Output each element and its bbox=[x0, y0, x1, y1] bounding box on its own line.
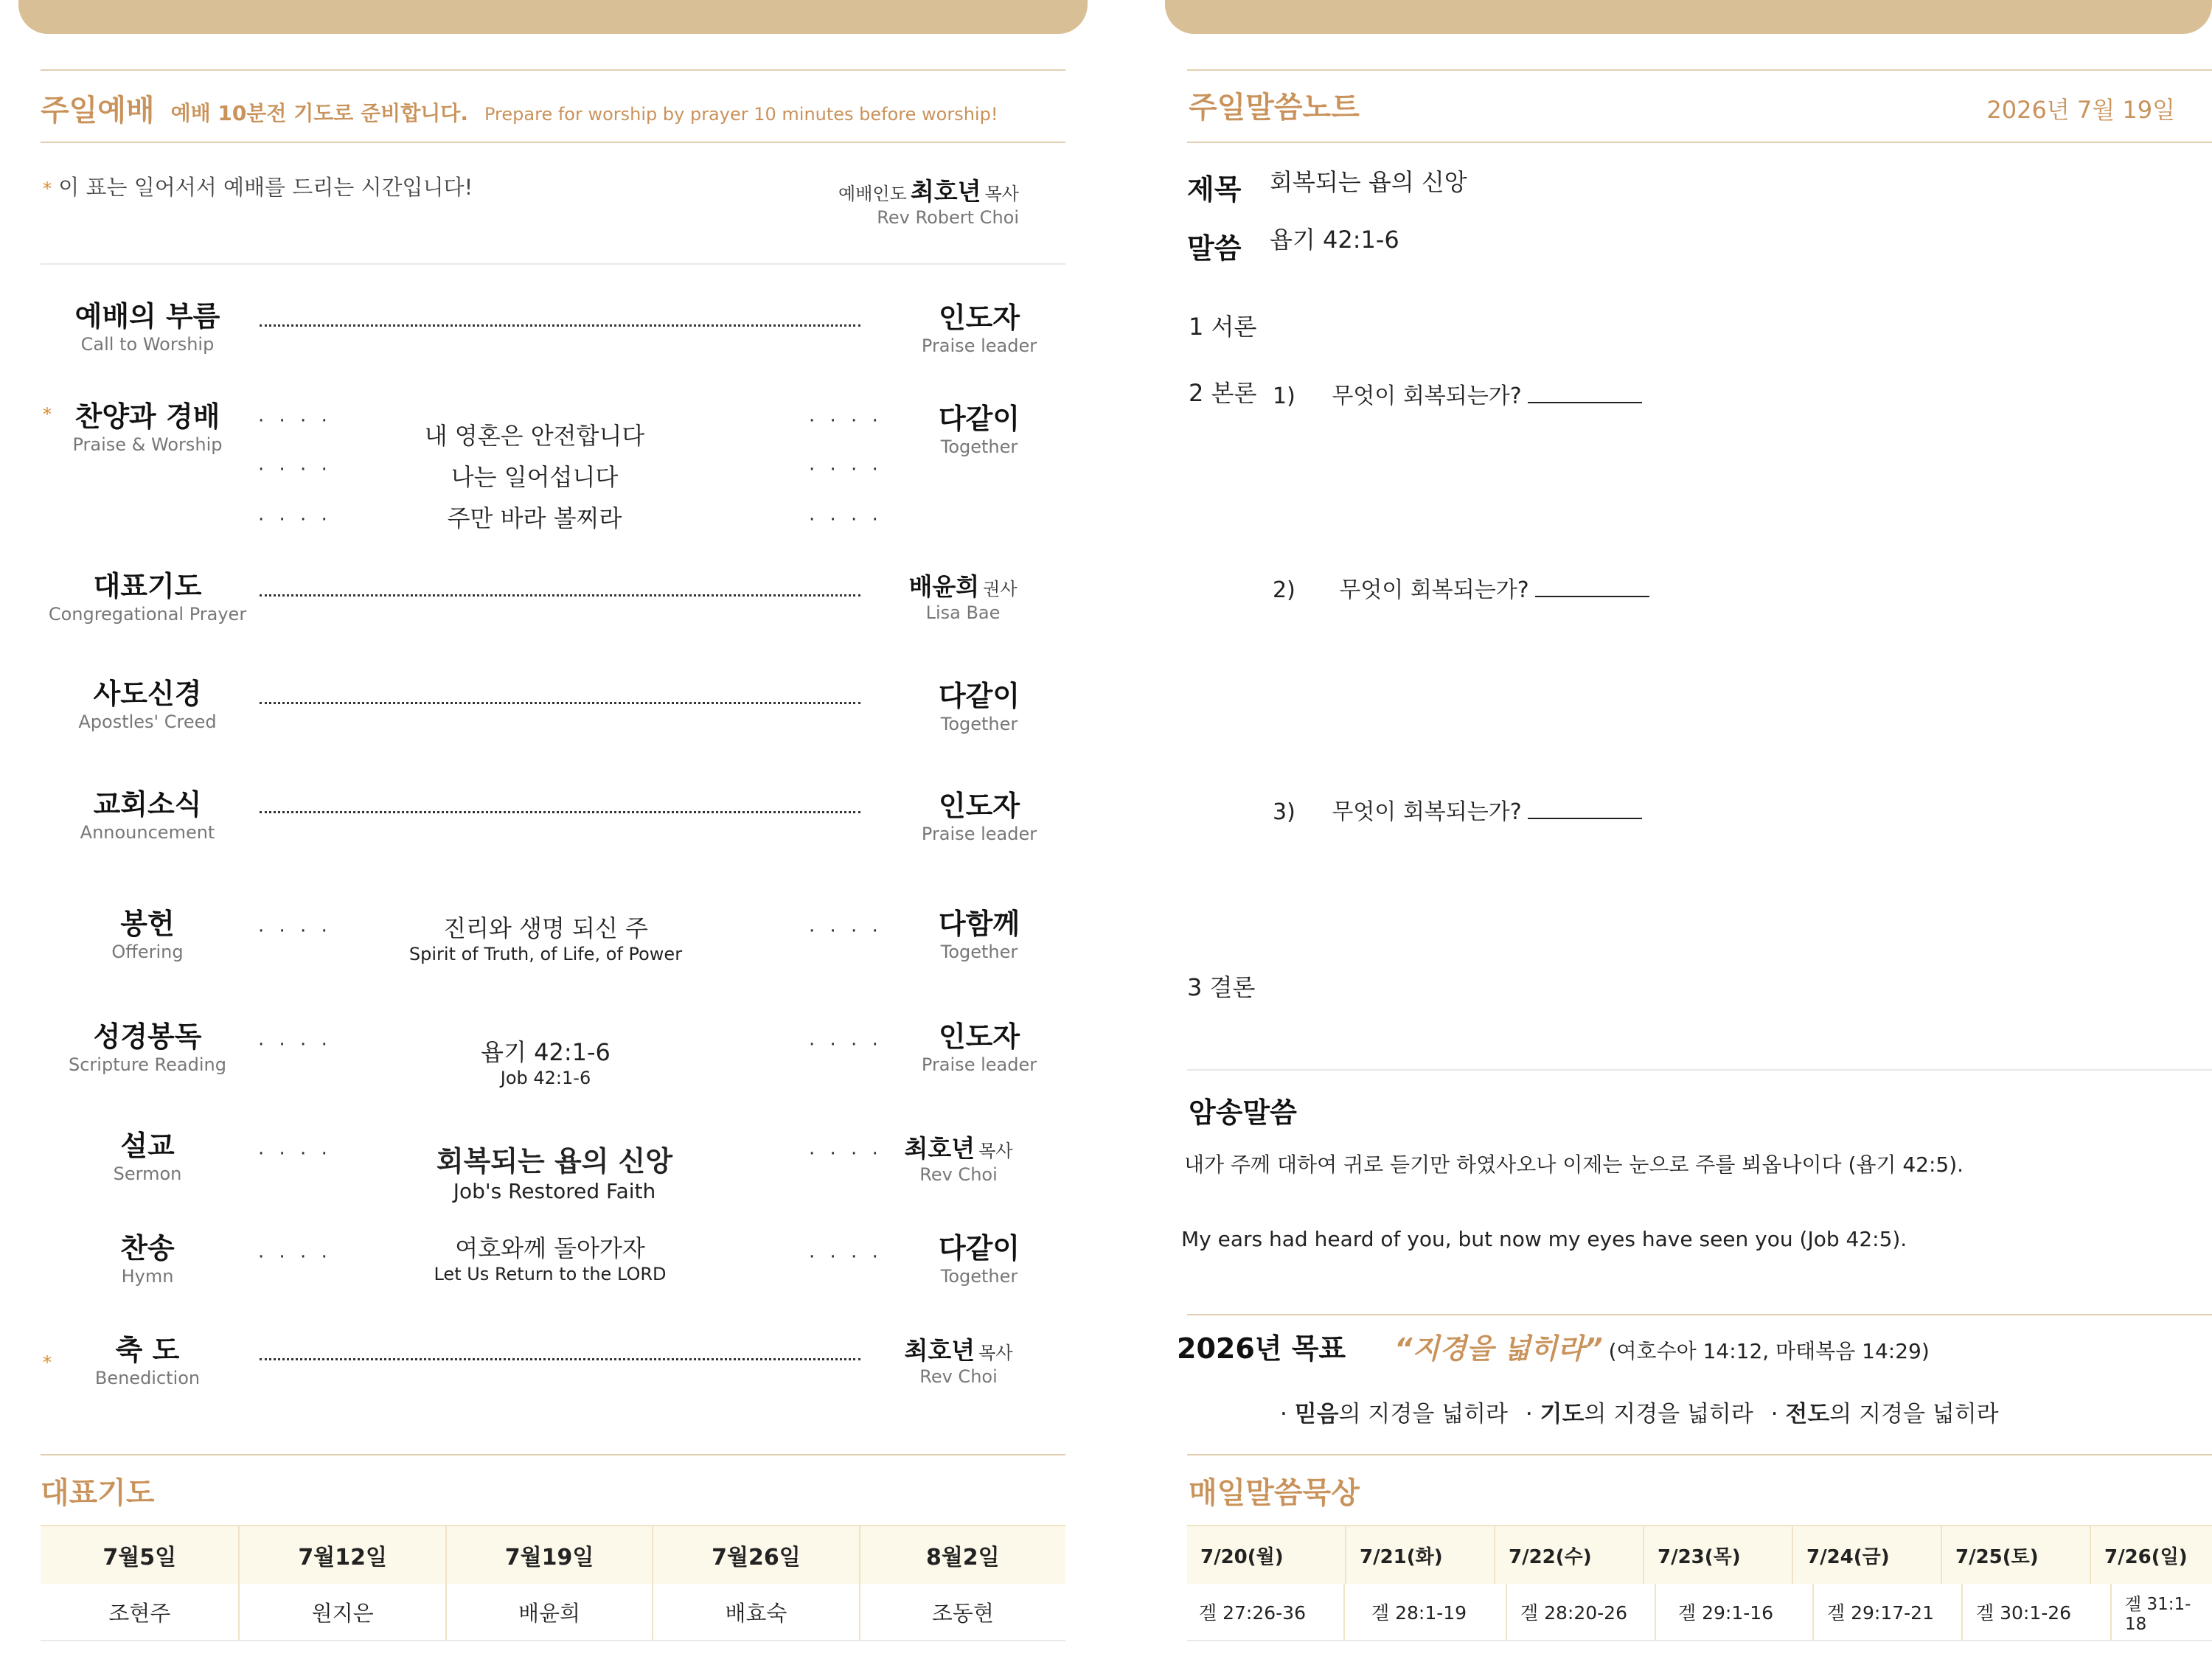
item-right-en: Lisa Bae bbox=[925, 602, 1001, 623]
order-item-right bbox=[877, 1130, 1040, 1185]
order-item-scripture-reading bbox=[29, 1014, 265, 1075]
item-right-en: Praise leader bbox=[921, 1054, 1037, 1075]
scripture-ref bbox=[324, 1034, 767, 1088]
item-right-en: Rev Choi bbox=[919, 1164, 998, 1185]
dots: · · · · bbox=[809, 1143, 883, 1165]
leader-title: 목사 bbox=[984, 184, 1019, 204]
item-right-title: 목사 bbox=[978, 1141, 1013, 1161]
scripture-label: 말씀 bbox=[1187, 232, 1242, 265]
daily-passage: 겔 31:1-18 bbox=[2125, 1594, 2191, 1634]
order-item-hymn bbox=[29, 1225, 265, 1287]
order-item-right bbox=[877, 1332, 1040, 1387]
item-right-ko: 다같이 bbox=[938, 680, 1020, 712]
dots: · · · · bbox=[258, 1034, 332, 1056]
divider bbox=[1187, 142, 2212, 143]
item-right-ko: 인도자 bbox=[938, 1020, 1020, 1053]
question-text: 무엇이 회복되는가? bbox=[1332, 383, 1522, 409]
dots: · · · · bbox=[258, 920, 332, 942]
goal-item-rest: 의 지경을 넓히라 bbox=[1584, 1401, 1753, 1427]
item-title-en: Call to Worship bbox=[80, 334, 215, 355]
goal-item-bold: 전도 bbox=[1785, 1401, 1830, 1427]
item-right-ko: 인도자 bbox=[938, 302, 1020, 334]
item-title-ko: 대표기도 bbox=[93, 570, 202, 602]
dotted-leader bbox=[260, 811, 860, 815]
item-title-ko: 예배의 부름 bbox=[74, 300, 220, 333]
song-2: 나는 일어섭니다 bbox=[451, 463, 619, 491]
dots: · · · · bbox=[809, 410, 883, 432]
order-item-apostles-creed bbox=[29, 671, 265, 732]
leader-name: 최호년 bbox=[910, 177, 981, 206]
prayer-schedule-table bbox=[41, 1525, 1065, 1641]
item-right-en: Praise leader bbox=[921, 824, 1037, 844]
dots: · · · · bbox=[258, 459, 332, 481]
star-marker: * bbox=[43, 178, 52, 199]
item-right-title: 목사 bbox=[978, 1343, 1013, 1363]
leader-label: 예배인도 bbox=[838, 184, 907, 204]
item-right-title: 권사 bbox=[983, 579, 1018, 599]
item-right-ko: 배윤희 bbox=[908, 572, 980, 601]
daily-passage: 겔 29:1-16 bbox=[1656, 1584, 1814, 1640]
answer-blank[interactable] bbox=[1528, 816, 1642, 819]
daily-passage: 겔 28:20-26 bbox=[1507, 1584, 1656, 1640]
offering-song bbox=[324, 910, 767, 964]
item-title-en: Scripture Reading bbox=[69, 1054, 226, 1075]
dots: · · · · bbox=[809, 1246, 883, 1268]
worship-subtitle-en: Prepare for worship by prayer 10 minutes before worship! bbox=[484, 104, 998, 125]
divider bbox=[41, 69, 1065, 71]
dots: · · · · bbox=[809, 459, 883, 481]
item-title-en: Sermon bbox=[113, 1164, 182, 1184]
question-text: 무엇이 회복되는가? bbox=[1339, 577, 1529, 603]
item-title-ko: 사도신경 bbox=[93, 678, 202, 710]
worship-header bbox=[41, 87, 998, 129]
item-title-ko: 찬송 bbox=[120, 1232, 175, 1265]
question-text: 무엇이 회복되는가? bbox=[1332, 799, 1522, 825]
memory-verse-en: My ears had heard of you, but now my eyes have seen you (Job 42:5). bbox=[1181, 1227, 1907, 1251]
notes-date: 2026년 7월 19일 bbox=[1986, 96, 2175, 124]
question-number: 2) bbox=[1273, 577, 1295, 603]
center-ko: 여호와께 돌아가자 bbox=[455, 1234, 645, 1262]
item-right-en: Together bbox=[940, 714, 1018, 734]
item-right-ko: 최호년 bbox=[904, 1336, 975, 1365]
item-title-en: Congregational Prayer bbox=[48, 604, 247, 625]
prayer-date: 7월12일 bbox=[240, 1526, 446, 1584]
order-item-right bbox=[898, 1225, 1060, 1287]
prayer-name: 조동현 bbox=[931, 1600, 994, 1626]
order-item-announcement bbox=[29, 782, 265, 843]
item-title-en: Offering bbox=[111, 942, 184, 962]
goal-item-rest: 의 지경을 넓히라 bbox=[1338, 1401, 1508, 1427]
prayer-names-row bbox=[41, 1584, 1065, 1641]
divider bbox=[41, 1454, 1065, 1455]
divider bbox=[1187, 69, 2212, 71]
daily-date: 7/26(일) bbox=[2104, 1545, 2188, 1568]
daily-date: 7/23(목) bbox=[1644, 1526, 1793, 1584]
item-right-en: Together bbox=[940, 437, 1018, 457]
question-3 bbox=[1273, 793, 1642, 826]
prayer-name: 배윤희 bbox=[447, 1584, 653, 1640]
question-number: 1) bbox=[1273, 383, 1295, 409]
prayer-date: 8월2일 bbox=[925, 1545, 1000, 1571]
item-right-ko: 인도자 bbox=[938, 790, 1020, 822]
dots: · · · · bbox=[809, 1034, 883, 1056]
center-ko: 욥기 42:1-6 bbox=[481, 1038, 611, 1066]
daily-date: 7/22(수) bbox=[1495, 1526, 1644, 1584]
dots: · · · · bbox=[258, 1143, 332, 1165]
notes-title: 주일말씀노트 bbox=[1189, 91, 1360, 125]
dotted-leader bbox=[260, 594, 860, 598]
order-item-right bbox=[898, 901, 1060, 962]
goal-item-rest: 의 지경을 넓히라 bbox=[1829, 1401, 1999, 1427]
prayer-date: 7월19일 bbox=[447, 1526, 653, 1584]
goal-items bbox=[1280, 1395, 1999, 1428]
daily-date: 7/24(금) bbox=[1793, 1526, 1942, 1584]
star-marker: * bbox=[43, 1352, 52, 1373]
daily-passage: 겔 29:17-21 bbox=[1814, 1584, 1963, 1640]
divider bbox=[1187, 1454, 2212, 1455]
item-right-en: Together bbox=[940, 1266, 1018, 1287]
hymn-title bbox=[329, 1230, 771, 1284]
item-right-ko: 다함께 bbox=[938, 908, 1020, 940]
divider bbox=[41, 263, 1065, 265]
order-item-right bbox=[898, 783, 1060, 844]
yearly-goal bbox=[1177, 1326, 1930, 1366]
goal-ref: (여호수아 14:12, 마태복음 14:29) bbox=[1608, 1339, 1930, 1363]
item-title-en: Praise & Worship bbox=[72, 434, 223, 455]
divider bbox=[1187, 1069, 2212, 1071]
sermon-title bbox=[333, 1138, 776, 1203]
prayer-title: 대표기도 bbox=[41, 1476, 155, 1510]
prayer-date: 7월26일 bbox=[653, 1526, 860, 1584]
daily-date: 7/20(월) bbox=[1187, 1526, 1346, 1584]
dotted-leader bbox=[260, 324, 860, 328]
daily-passage: 겔 30:1-26 bbox=[1963, 1584, 2112, 1640]
item-right-en: Together bbox=[940, 942, 1018, 962]
leader-en: Rev Robert Choi bbox=[877, 207, 1019, 228]
item-title-ko: 봉헌 bbox=[120, 908, 175, 940]
daily-date: 7/25(토) bbox=[1942, 1526, 2091, 1584]
bullet: · bbox=[1770, 1401, 1778, 1427]
worship-leader bbox=[811, 173, 1019, 228]
order-item-right bbox=[882, 568, 1044, 623]
center-en: Job's Restored Faith bbox=[453, 1179, 656, 1203]
item-title-en: Hymn bbox=[121, 1266, 174, 1287]
center-ko: 진리와 생명 되신 주 bbox=[443, 914, 648, 942]
dots: · · · · bbox=[258, 1246, 332, 1268]
prayer-dates-row bbox=[41, 1525, 1065, 1584]
order-item-right bbox=[898, 396, 1060, 457]
memory-verse-ko: 내가 주께 대하여 귀로 듣기만 하였사오나 이제는 눈으로 주를 뵈옵나이다 (욥기 42:5). bbox=[1184, 1152, 1964, 1177]
order-item-praise-worship bbox=[29, 394, 265, 455]
order-item-right bbox=[898, 295, 1060, 356]
body-heading: 2 본론 bbox=[1189, 379, 1257, 407]
order-item-right bbox=[898, 673, 1060, 734]
song-1: 내 영혼은 안전합니다 bbox=[424, 422, 645, 450]
item-right-ko: 다같이 bbox=[938, 403, 1020, 435]
divider bbox=[1187, 1314, 2212, 1315]
question-number: 3) bbox=[1273, 799, 1295, 825]
order-item-congregational-prayer bbox=[29, 563, 265, 625]
star-marker: * bbox=[43, 404, 52, 425]
dots: · · · · bbox=[258, 509, 332, 531]
prayer-name: 조현주 bbox=[41, 1584, 240, 1640]
worship-subtitle-ko: 예배 10분전 기도로 준비합니다. bbox=[170, 101, 468, 125]
order-item-call-to-worship bbox=[29, 293, 265, 355]
center-en: Spirit of Truth, of Life, of Power bbox=[408, 944, 683, 964]
worship-title: 주일예배 bbox=[41, 94, 155, 128]
standing-note bbox=[43, 171, 473, 201]
bullet: · bbox=[1525, 1401, 1533, 1427]
memory-title: 암송말씀 bbox=[1189, 1096, 1297, 1129]
dotted-leader bbox=[260, 1358, 860, 1362]
daily-passages-row bbox=[1187, 1584, 2212, 1641]
answer-blank[interactable] bbox=[1528, 400, 1642, 403]
intro-heading: 1 서론 bbox=[1189, 313, 1257, 341]
prayer-name: 원지은 bbox=[240, 1584, 446, 1640]
goal-label: 2026년 목표 bbox=[1177, 1332, 1346, 1365]
goal-item-bold: 기도 bbox=[1540, 1401, 1585, 1427]
prayer-name: 배효숙 bbox=[653, 1584, 860, 1640]
daily-dates-row bbox=[1187, 1525, 2212, 1584]
conclusion-heading: 3 결론 bbox=[1187, 973, 1256, 1001]
left-header-tab bbox=[18, 0, 1088, 34]
prayer-date: 7월5일 bbox=[41, 1526, 240, 1584]
item-title-ko: 축 도 bbox=[115, 1334, 180, 1366]
answer-blank[interactable] bbox=[1535, 594, 1649, 597]
center-ko: 회복되는 욥의 신앙 bbox=[436, 1145, 673, 1178]
item-right-ko: 다같이 bbox=[938, 1232, 1020, 1265]
divider bbox=[41, 142, 1065, 143]
item-right-en: Praise leader bbox=[921, 335, 1037, 356]
item-title-en: Benediction bbox=[94, 1368, 201, 1388]
center-en: Let Us Return to the LORD bbox=[434, 1264, 667, 1284]
item-title-ko: 찬양과 경배 bbox=[74, 400, 220, 433]
bullet: · bbox=[1280, 1401, 1287, 1427]
daily-reading-table bbox=[1187, 1525, 2212, 1641]
dots: · · · · bbox=[809, 509, 883, 531]
question-1 bbox=[1273, 378, 1642, 410]
item-title-ko: 교회소식 bbox=[93, 788, 202, 821]
item-title-en: Announcement bbox=[80, 822, 215, 843]
right-header-tab bbox=[1165, 0, 2212, 34]
order-item-offering bbox=[29, 901, 265, 962]
dots: · · · · bbox=[809, 920, 883, 942]
subject-value: 회복되는 욥의 신앙 bbox=[1270, 168, 1467, 196]
song-3: 주만 바라 볼찌라 bbox=[447, 504, 622, 532]
dots: · · · · bbox=[258, 410, 332, 432]
goal-item-bold: 믿음 bbox=[1294, 1401, 1339, 1427]
order-item-right bbox=[898, 1014, 1060, 1075]
subject-label: 제목 bbox=[1187, 173, 1242, 206]
daily-date: 7/21(화) bbox=[1346, 1526, 1495, 1584]
item-right-ko: 최호년 bbox=[904, 1134, 975, 1163]
dotted-leader bbox=[260, 702, 860, 706]
goal-quote: “지경을 넓히라” bbox=[1394, 1332, 1603, 1365]
standing-note-text: 이 표는 일어서서 예배를 드리는 시간입니다! bbox=[58, 175, 473, 200]
scripture-value: 욥기 42:1-6 bbox=[1270, 226, 1399, 254]
center-en: Job 42:1-6 bbox=[500, 1068, 591, 1088]
daily-title: 매일말씀묵상 bbox=[1189, 1476, 1360, 1510]
item-right-en: Rev Choi bbox=[919, 1366, 998, 1387]
daily-passage: 겔 28:1-19 bbox=[1345, 1584, 1507, 1640]
question-2 bbox=[1273, 571, 1649, 604]
item-title-en: Apostles' Creed bbox=[78, 712, 217, 732]
order-item-benediction bbox=[29, 1327, 265, 1388]
order-item-sermon bbox=[29, 1123, 265, 1184]
item-title-ko: 설교 bbox=[120, 1130, 175, 1162]
item-title-ko: 성경봉독 bbox=[93, 1020, 202, 1053]
daily-passage: 겔 27:26-36 bbox=[1187, 1584, 1345, 1640]
